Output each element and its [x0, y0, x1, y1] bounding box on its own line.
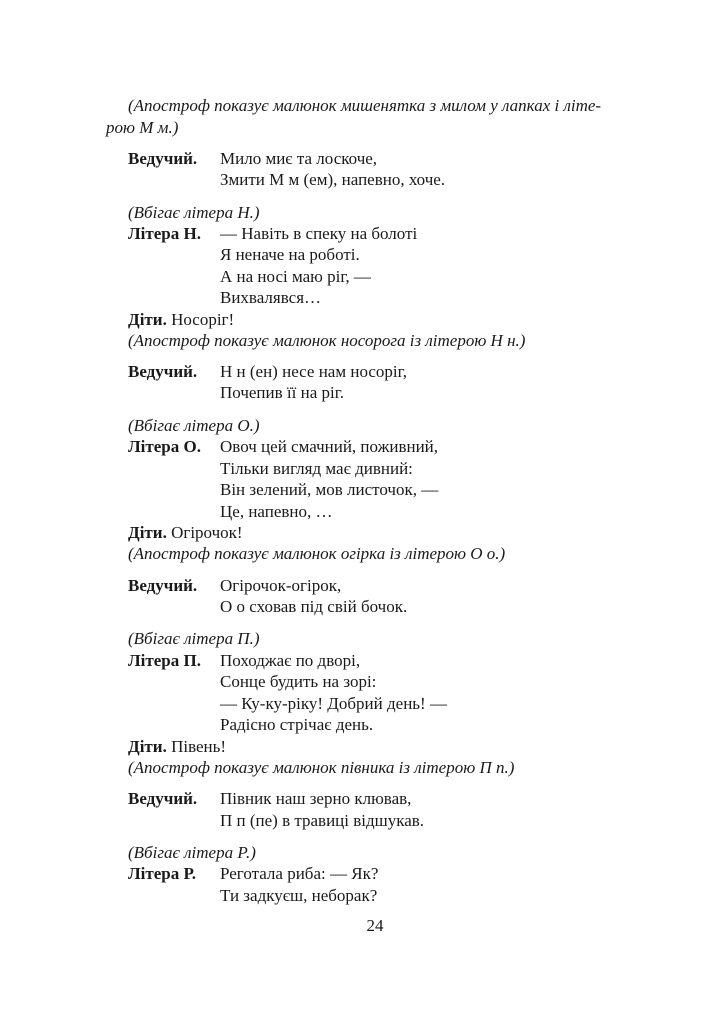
verse-line: — Ку-ку-ріку! Добрий день! — [220, 694, 447, 713]
kids-line [128, 737, 226, 757]
verse-line: Почепив її на ріг. [220, 383, 345, 402]
stage-direction: (Вбігає літера О.) [128, 416, 260, 435]
verse-line: Це, напевно, … [220, 502, 333, 521]
stage-direction: (Апостроф показує малюнок носорога із літерою Н н.) [128, 331, 526, 350]
verse-line: Огірочок-огірок, [220, 576, 342, 595]
verse-line: П п (пе) в травиці відшукав. [220, 811, 425, 830]
verse-line: Сонце будить на зорі: [220, 672, 377, 691]
verse-line: — Навіть в спеку на болоті [220, 224, 418, 243]
kids-reply: Півень! [171, 737, 227, 756]
speaker-name: Діти. [128, 523, 167, 542]
kids-reply: Носоріг! [171, 310, 235, 329]
stage-direction: (Вбігає літера П.) [128, 629, 260, 648]
verse-line: Овоч цей смачний, поживний, [220, 437, 439, 456]
verse-line: А на носі маю ріг, — [220, 267, 371, 286]
verse-line: Вихвалявся… [220, 288, 322, 307]
verse-line: Реготала риба: — Як? [220, 864, 379, 883]
speaker-name: Ведучий. [128, 576, 198, 595]
speaker-name: Літера П. [128, 651, 201, 670]
speaker-name: Ведучий. [128, 789, 198, 808]
stage-direction: (Вбігає літера Н.) [128, 203, 260, 222]
speaker-name: Діти. [128, 737, 167, 756]
stage-direction: (Вбігає літера Р.) [128, 843, 256, 862]
stage-direction: (Апостроф показує малюнок мишенятка з милом у лапках і літе- [128, 96, 602, 115]
stage-direction: (Апостроф показує малюнок огірка із літерою О о.) [128, 544, 506, 563]
speaker-name: Ведучий. [128, 362, 198, 381]
speaker-name: Літера О. [128, 437, 201, 456]
speaker-name: Літера Н. [128, 224, 201, 243]
verse-line: Мило миє та лоскоче, [220, 149, 378, 168]
verse-line: Півник наш зерно клював, [220, 789, 412, 808]
speaker-name: Ведучий. [128, 149, 198, 168]
verse-line: Походжає по дворі, [220, 651, 361, 670]
verse-line: О о сховав під свій бочок. [220, 597, 408, 616]
verse-line: Ти задкуєш, неборак? [220, 886, 378, 905]
kids-reply: Огірочок! [171, 523, 243, 542]
kids-line [128, 523, 243, 543]
verse-line: Тільки вигляд має дивний: [220, 459, 413, 478]
speaker-name: Літера Р. [128, 864, 196, 883]
speaker-name: Діти. [128, 310, 167, 329]
verse-line: Він зелений, мов листочок, — [220, 480, 439, 499]
page-number: 24 [366, 916, 384, 935]
verse-line: Радісно стрічає день. [220, 715, 374, 734]
kids-line [128, 310, 234, 330]
verse-line: Змити М м (ем), напевно, хоче. [220, 170, 446, 189]
verse-line: Я неначе на роботі. [220, 245, 360, 264]
verse-line: Н н (ен) несе нам носоріг, [220, 362, 407, 381]
stage-direction: рою М м.) [106, 118, 179, 137]
stage-direction: (Апостроф показує малюнок півника із літерою П п.) [128, 758, 515, 777]
